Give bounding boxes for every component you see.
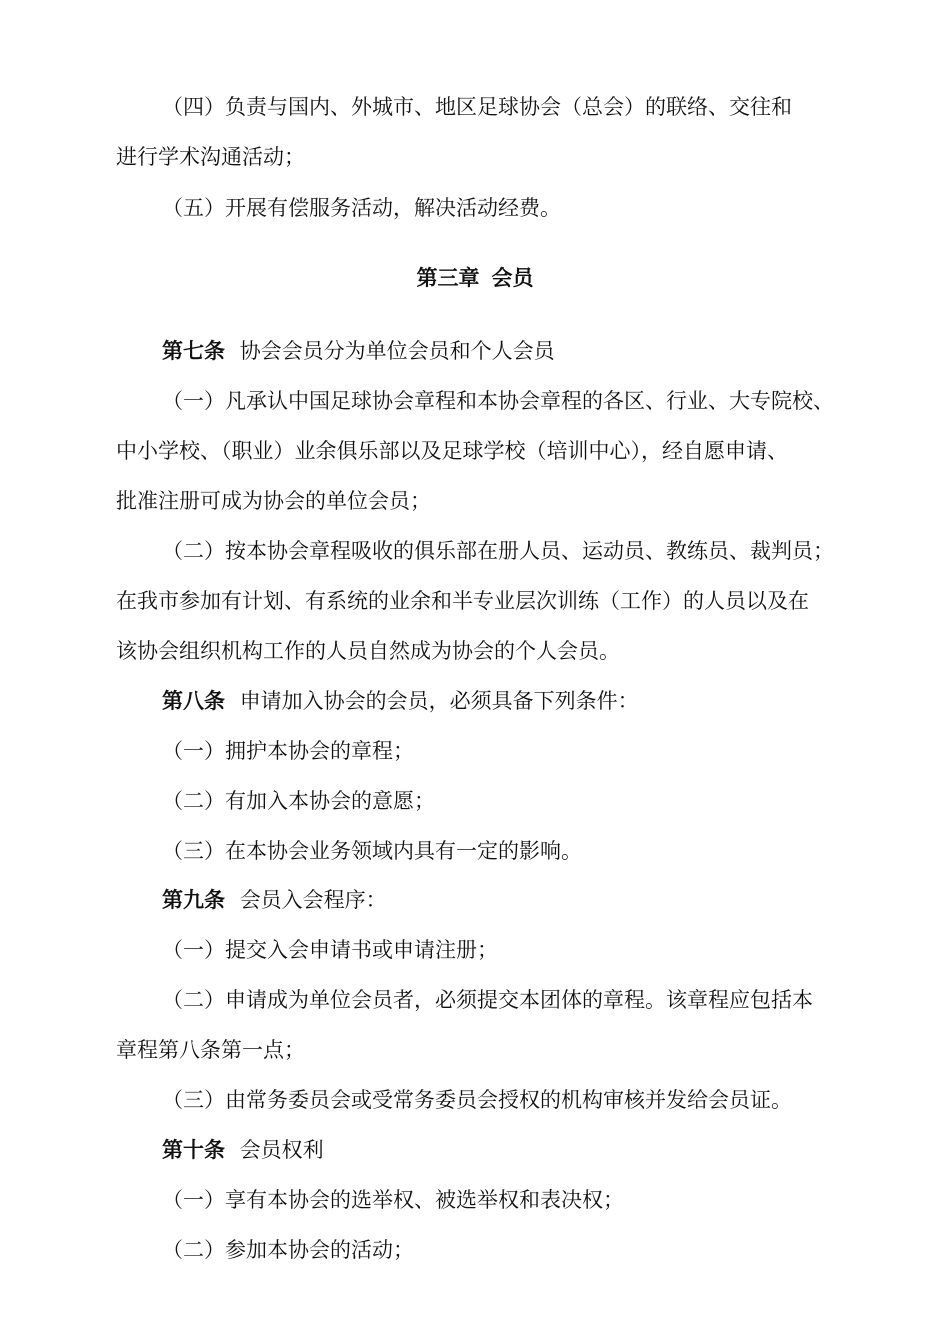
article-10-label: 第十条 [162,1138,225,1162]
article-7-item-1-line-1: （一）凡承认中国足球协会章程和本协会章程的各区、行业、大专院校、 [162,389,834,413]
article-10 [162,1137,902,1163]
article-10-text: 会员权利 [239,1138,324,1162]
chapter-heading [0,265,950,291]
article-9-label: 第九条 [162,888,225,912]
article-9-item-3: （三）由常务委员会或受常务委员会授权的机构审核并发给会员证。 [162,1088,792,1112]
item-5: （五）开展有偿服务活动，解决活动经费。 [162,196,561,220]
article-9-item-2-line-2: 章程第八条第一点； [116,1038,305,1062]
article-7-item-2-line-2: 在我市参加有计划、有系统的业余和半专业层次训练（工作）的人员以及在 [116,589,809,613]
chapter-label: 第三章 [416,266,480,290]
article-7-item-2-line-3: 该协会组织机构工作的人员自然成为协会的个人会员。 [116,639,620,663]
article-9-text: 会员入会程序： [239,888,387,912]
article-8 [162,688,902,714]
article-7-text: 协会会员分为单位会员和个人会员 [239,339,555,363]
article-7-label: 第七条 [162,339,225,363]
item-4-line-1: （四）负责与国内、外城市、地区足球协会（总会）的联络、交往和 [162,95,792,119]
article-10-item-1: （一）享有本协会的选举权、被选举权和表决权； [162,1188,624,1212]
article-8-item-3: （三）在本协会业务领域内具有一定的影响。 [162,839,582,863]
article-7-item-1-line-2: 中小学校、（职业）业余俱乐部以及足球学校（培训中心），经自愿申请、 [116,439,788,463]
article-9 [162,887,902,913]
article-10-item-2: （二）参加本协会的活动； [162,1238,414,1262]
article-8-text: 申请加入协会的会员，必须具备下列条件： [239,689,639,713]
article-7 [162,338,902,364]
article-7-item-2-line-1: （二）按本协会章程吸收的俱乐部在册人员、运动员、教练员、裁判员； [162,539,834,563]
chapter-title: 会员 [491,266,534,290]
article-9-item-1: （一）提交入会申请书或申请注册； [162,938,498,962]
item-4-line-2: 进行学术沟通活动； [116,145,305,169]
article-9-item-2-line-1: （二）申请成为单位会员者，必须提交本团体的章程。该章程应包括本 [162,988,813,1012]
article-8-item-2: （二）有加入本协会的意愿； [162,789,435,813]
article-8-label: 第八条 [162,689,225,713]
article-7-item-1-line-3: 批准注册可成为协会的单位会员； [116,489,431,513]
article-8-item-1: （一）拥护本协会的章程； [162,739,414,763]
